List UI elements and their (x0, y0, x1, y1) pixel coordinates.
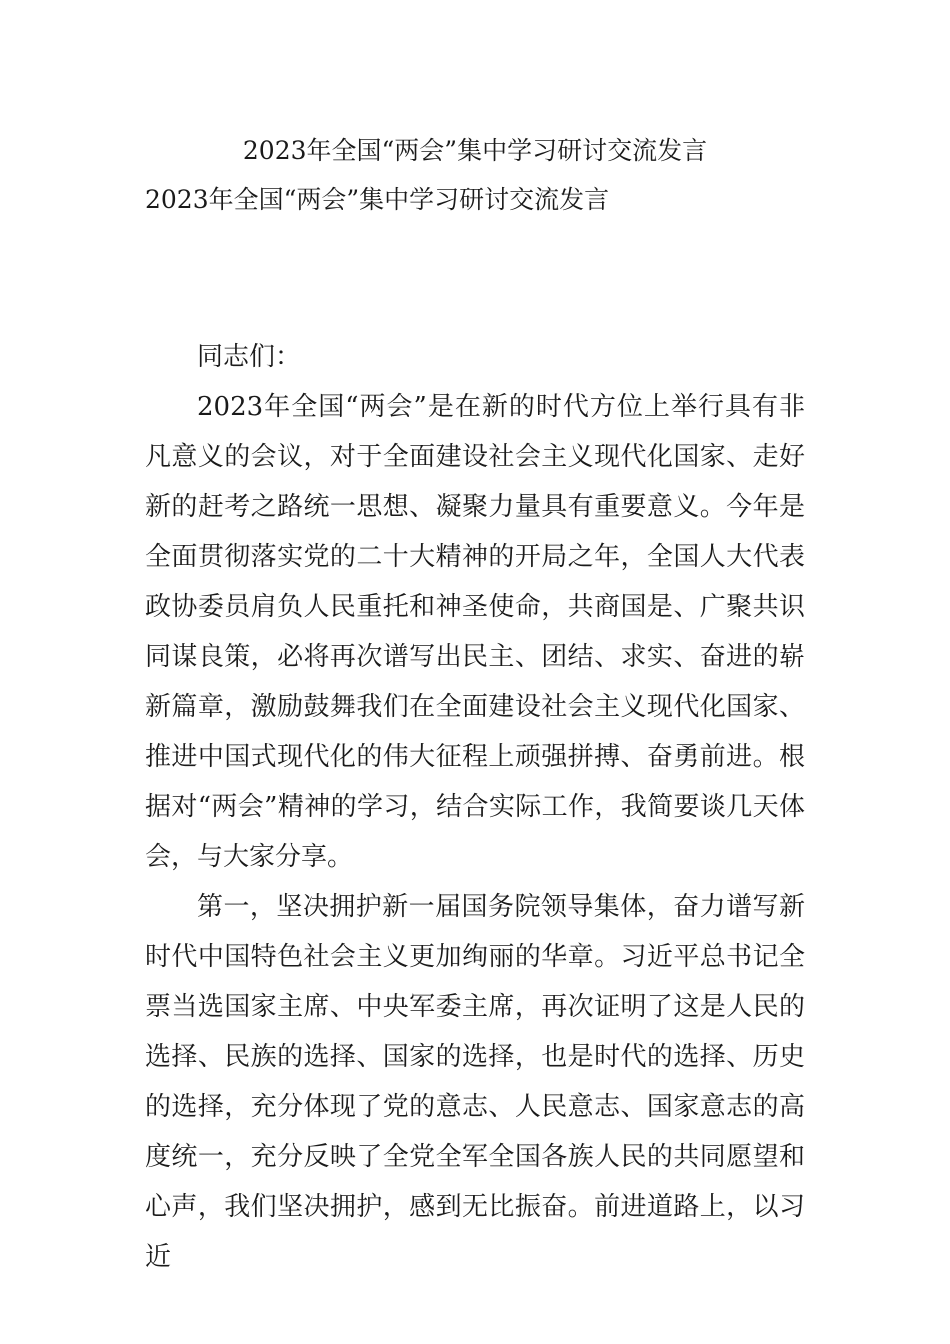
paragraph-intro: 2023年全国“两会”是在新的时代方位上举行具有非凡意义的会议，对于全面建设社会主义现代化国家、走好新的赶考之路统一思想、凝聚力量具有重要意义。今年是全面贯彻落实党的二十大精神的开局之年，全国人大代表政协委员肩负人民重托和神圣使命，共商国是、广聚共识同谋良策，必将再次谱写出民主、团结、求实、奋进的崭新篇章，激励鼓舞我们在全面建设社会主义现代化国家、推进中国式现代化的伟大征程上顽强拼搏、奋勇前进。根据对“两会”精神的学习，结合实际工作，我简要谈几天体会，与大家分享。 (145, 392, 805, 872)
salutation: 同志们： (197, 342, 302, 372)
document-title: 2023年全国“两会”集中学习研讨交流发言 (242, 136, 708, 165)
document-body (145, 332, 805, 1282)
document-title-repeat: 2023年全国“两会”集中学习研讨交流发言 (145, 185, 610, 214)
paragraph-first-point: 第一，坚决拥护新一届国务院领导集体，奋力谱写新时代中国特色社会主义更加绚丽的华章。习近平总书记全票当选国家主席、中央军委主席，再次证明了这是人民的选择、民族的选择、国家的选择，也是时代的选择、历史的选择，充分体现了党的意志、人民意志、国家意志的高度统一，充分反映了全党全军全国各族人民的共同愿望和心声，我们坚决拥护，感到无比振奋。前进道路上，以习近 (145, 892, 805, 1272)
